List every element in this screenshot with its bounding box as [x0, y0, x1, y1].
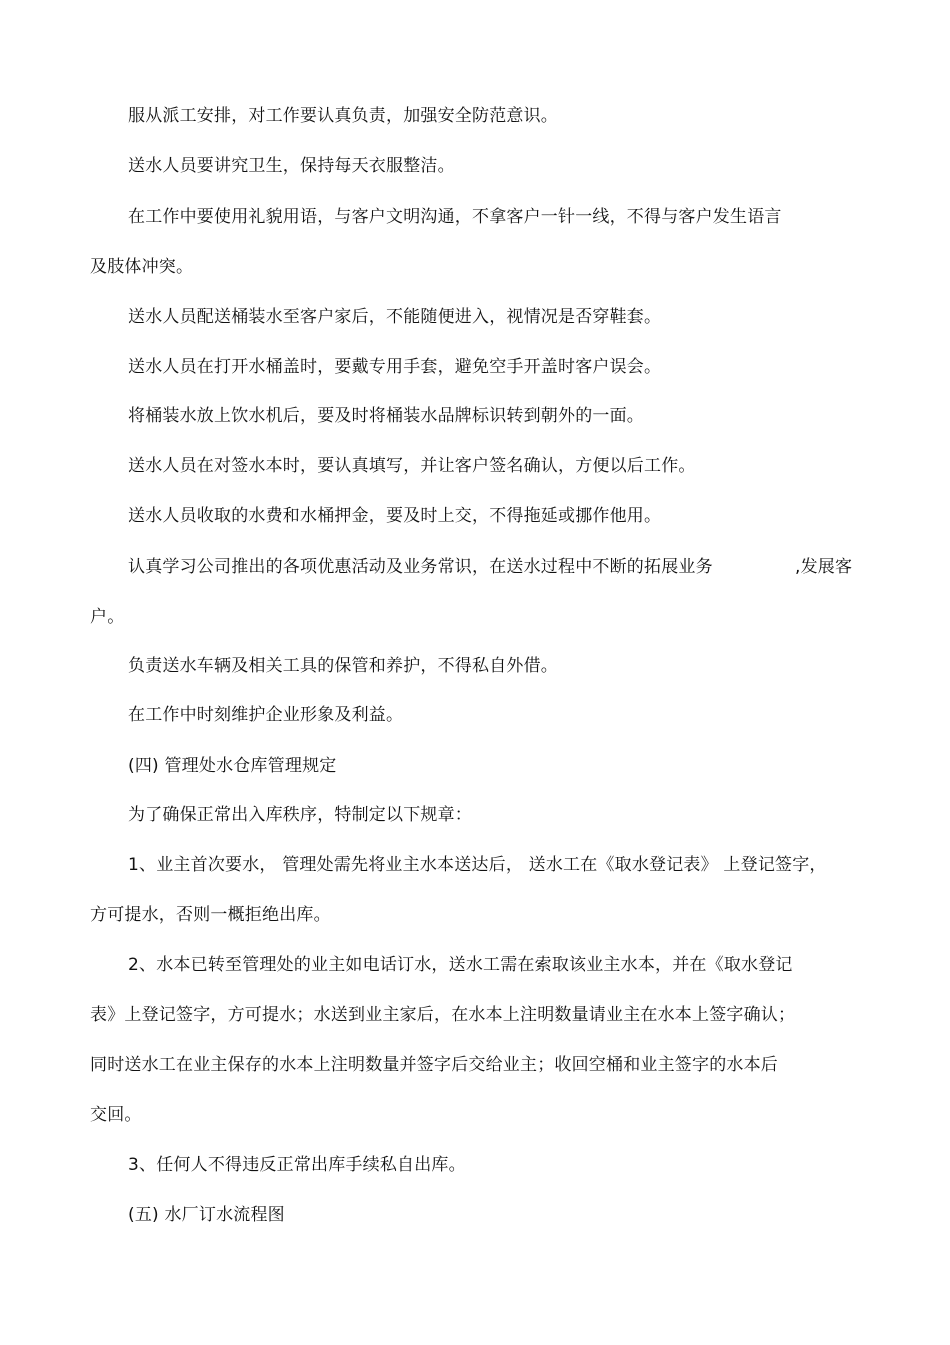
paragraph-line-21: 交回。: [90, 1105, 142, 1125]
paragraph-line-11: 户。: [90, 607, 125, 627]
paragraph-line-6: 送水人员在打开水桶盖时，要戴专用手套，避免空手开盖时客户误会。: [128, 357, 662, 377]
paragraph-line-5: 送水人员配送桶装水至客户家后，不能随便进入，视情况是否穿鞋套。: [128, 307, 662, 327]
paragraph-line-1: 服从派工安排，对工作要认真负责，加强安全防范意识。: [128, 106, 558, 126]
paragraph-line-10: 认真学习公司推出的各项优惠活动及业务常识，在送水过程中不断的拓展业务: [128, 557, 713, 577]
paragraph-line-2: 送水人员要讲究卫生，保持每天衣服整洁。: [128, 156, 455, 176]
paragraph-line-8: 送水人员在对签水本时，要认真填写，并让客户签名确认，方便以后工作。: [128, 456, 696, 476]
paragraph-line-3: 在工作中要使用礼貌用语，与客户文明沟通，不拿客户一针一线，不得与客户发生语言: [128, 207, 782, 227]
paragraph-line-7: 将桶装水放上饮水机后，要及时将桶装水品牌标识转到朝外的一面。: [128, 406, 644, 426]
paragraph-line-16: 1、业主首次要水， 管理处需先将业主水本送达后， 送水工在《取水登记表》 上登记签字，: [128, 855, 827, 875]
paragraph-line-10-tail: ,发展客: [795, 557, 853, 577]
paragraph-line-22: 3、任何人不得违反正常出库手续私自出库。: [128, 1155, 466, 1175]
paragraph-line-4: 及肢体冲突。: [90, 257, 194, 277]
paragraph-line-17: 方可提水，否则一概拒绝出库。: [90, 905, 331, 925]
paragraph-line-12: 负责送水车辆及相关工具的保管和养护，不得私自外借。: [128, 656, 558, 676]
paragraph-line-19: 表》上登记签字，方可提水；水送到业主家后，在水本上注明数量请业主在水本上签字确认；: [90, 1005, 796, 1025]
section-heading-5: (五) 水厂订水流程图: [128, 1205, 285, 1225]
paragraph-line-15: 为了确保正常出入库秩序，特制定以下规章：: [128, 805, 472, 825]
paragraph-line-13: 在工作中时刻维护企业形象及利益。: [128, 705, 404, 725]
section-heading-4: (四) 管理处水仓库管理规定: [128, 756, 337, 776]
paragraph-line-9: 送水人员收取的水费和水桶押金，要及时上交，不得拖延或挪作他用。: [128, 506, 662, 526]
paragraph-line-18: 2、水本已转至管理处的业主如电话订水，送水工需在索取该业主水本，并在《取水登记: [128, 955, 793, 975]
paragraph-line-20: 同时送水工在业主保存的水本上注明数量并签字后交给业主；收回空桶和业主签字的水本后: [90, 1055, 778, 1075]
